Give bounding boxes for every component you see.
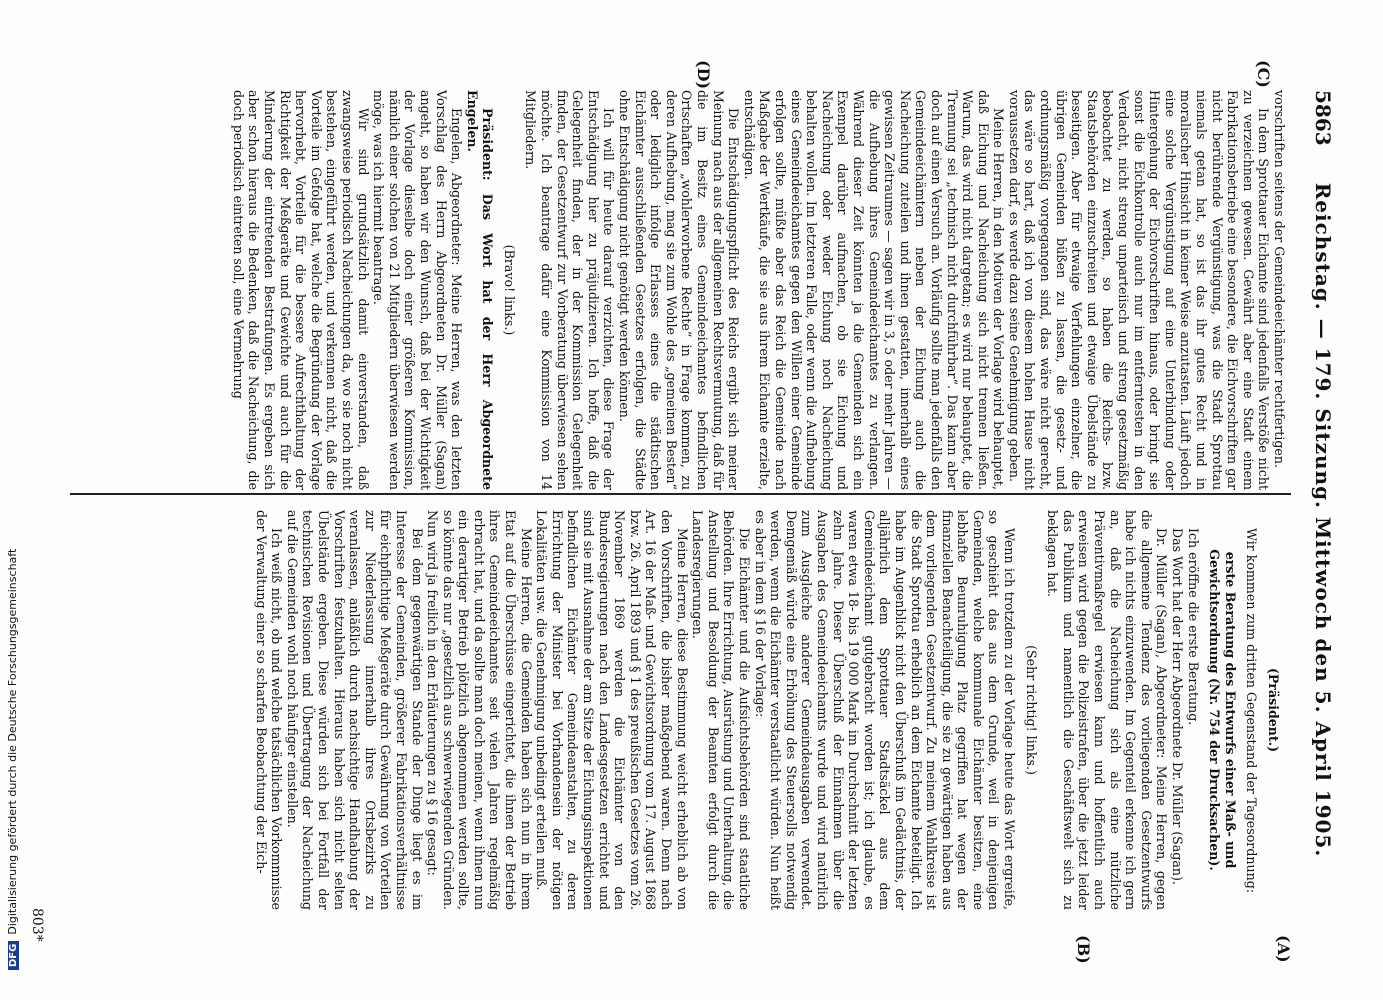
paragraph: Wir kommen zum dritten Gegenstand der Tagesordnung: bbox=[1244, 528, 1260, 894]
paragraph: Wenn ich trotzdem zu der Vorlage heute das Wort ergreife, so geschieht das aus dem Grunde, weil in denjenigen Gemeinden, welche kommunale Eichämter besitzen, eine lebhafte Beunruhigung Platz gegriffen hat wegen der finanziellen Benachteiligung, die sie zu gewärtigen haben aus dem vorliegenden Gesetzentwurf. Zu meinem Wahlkreise ist die Stadt Sprottau erheblich an dem Eichamte beteiligt. Ich habe im Augenblick nicht den Überschuß im Gedächtnis, der alljährlich dem Sprottauer Stadtsäckel aus dem Gemeindeeichamt gutgebracht worden ist; ich glaube, es waren etwa 18- bis 19 000 Mark im Durchschnitt der letzten zehn Jahre. Dieser Überschuß der Einnahmen über die Ausgaben des Gemeindeeichamts wurde und wird natürlich zum Ausgleiche anderer Gemeindeausgaben verwendet. Demgemäß würde eine Erhöhung des Steuersolls notwendig werden, wenn die Eichämter verstaatlicht würden. Nun heißt es aber in dem § 16 der Vorlage: bbox=[752, 510, 1018, 910]
page-header bbox=[1295, 90, 1335, 950]
interjection: (Sehr richtig! links.) bbox=[1023, 645, 1039, 775]
quoted-paragraph: Die Eichämter und die Aufsichtsbehörden sind staatliche Behörden. Ihre Errichtung, Ausrüstung und Unterhaltung, die Anstellung und Besoldung der Beamten erfolgt durch die Landesregierungen. bbox=[690, 510, 752, 910]
paragraph: Meine Herren, diese Bestimmung weicht erheblich ab von den Vorschriften, die bisher maßgebend waren. Denn nach Art. 16 der Maß- und Gewichtsordnung vom 17. August 1868 bzw. 26. April 1893 und § 1 des preußischen Gesetzes vom 26. November 1869 werden die Eichämter von den Bundesregierungen nach den Landesgesetzen errichtet und sind sie mit Ausnahme der am Sitze der Eichungsinspektionen befindlichen Eichämter Gemeindeanstalten, zu deren Errichtung der Minister bei Vorhandensein der nötigen Lokalitäten usw. die Genehmigung unbedingt erteilen muß. bbox=[534, 510, 690, 911]
paragraph: In dem Sprottauer Eichamte sind jedenfalls Verstöße nicht zu verzeichnen gewesen. Gewährt aber eine Stadt einem Fabrikationsbetriebe eine besondere, die Eichvorschriften gar nicht berührende Vergünstigung, was die Stadt Sprottau niemals getan hat, so ist das ihr gutes Recht und in moralischer Hinsicht in keiner Weise anzutasten. Läuft jedoch eine solche Vergünstigung auf eine Unterbindung oder Hintergehung der Eichvorschriften hinaus, oder bringt sie sonst die Eichkontrolle auch nur im entferntesten in den Verdacht, nicht streng unparteiisch und streng gesetzmäßig beobachtet zu werden, so haben die Reichs- bzw. Staatsbehörden einzuschreiten und etwaige Übelstände zu beseitigen. Aber für etwaige Verfehlungen einzelner, die übrigen Gemeinden büßen zu lassen, die gesetz- und ordnungsmäßig vorgegangen sind, das wäre nicht gerecht, das wäre so hart, daß ich von diesem hohen Hause nicht voraussetzen darf, es werde dazu seine Genehmigung geben. bbox=[1006, 90, 1272, 490]
margin-marker-d: (D) bbox=[694, 60, 713, 90]
president-remark: Präsident: Das Wort hat der Herr Abgeordnete Engelen. bbox=[464, 90, 496, 490]
margin-marker-a: (A) bbox=[1274, 935, 1293, 963]
text-column-right bbox=[253, 510, 1287, 910]
page-number: 5863 bbox=[1311, 90, 1335, 146]
paragraph: Meine Herren, in den Motiven der Vorlage wird behauptet, daß Eichung und Nacheichung sich nicht trennen ließen. Warum, das wird nicht dargetan; es wird nur behauptet, die Trennung sei „technisch nicht durchführbar“. Das kann aber doch auf einen Versuch an. Vorläufig sollte man jedenfalls den Gemeindeeichämtern neben der Eichung auch die Nacheichung zuteilen und ihnen gestatten, innerhalb eines gewissen Zeitraumes — sagen wir in 3, 5 oder mehr Jahren — die Aufhebung ihres Gemeindeeichamtes zu verlangen. Während dieser Zeit könnten ja die Gemeinden sich ein Exempel darüber aufmachen, ob sie Eichung und Nacheichung oder weder Eichung noch Nacheichung behalten wollen. Im letzteren Falle, oder wenn die Aufhebung eines Gemeindeeichamtes gegen den Willen einer Gemeinde erfolgen sollte, müßte aber das Reich die Gemeinde nach Maßgabe der Wertkäufe, die sie aus ihrem Eichamte erzielte, entschädigen. bbox=[741, 90, 1007, 490]
signature-mark: 803* bbox=[29, 908, 45, 942]
dfg-logo: DFG bbox=[8, 941, 19, 970]
paragraph: Meine Herren, die Gemeinden haben sich nun in ihrem Etat auf die Überschüsse eingerichtet, die ihnen der Betrieb ihres Gemeindeeichamtes seit vielen Jahren regelmäßig erbracht hat, und da sollte man doch meinen, wenn ihnen nun ein derartiger Betrieb plötzlich abgenommen werden sollte, so könnte das nur „gesetzlich aus schwerwiegenden Gründen. Nun wird ja freilich in den Erläuterungen zu § 16 gesagt: bbox=[425, 510, 534, 910]
paragraph: Dr. Müller (Sagan), Abgeordneter: Meine Herren, gegen die allgemeine Tendenz des vorliegenden Gesetzentwurfs habe ich nichts einzuwenden. Im Gegenteil erkenne ich gern an, daß die Nacheichung sich als eine nützliche Präventivmaßregel erwiesen kann und hoffentlich auch erweisen wird gegen die Polizeistrafen, über die jetzt leider das Publikum und namentlich die Geschäftswelt sich zu beklagen hat. bbox=[1045, 510, 1170, 910]
margin-marker-b: (B) bbox=[1074, 935, 1093, 964]
paragraph: Ich weiß nicht, ob und welche tatsächlichen Vorkommnisse der Verwaltung einer so scharfen Beobachtung der Eich- bbox=[253, 510, 285, 910]
page-title: Reichstag. — 179. Sitzung. Mittwoch den 5. April 1905. bbox=[1311, 182, 1335, 858]
applause-note: (Bravo! links.) bbox=[501, 244, 517, 336]
quoted-paragraph: Bei dem gegenwärtigen Stande der Dinge liegt es im Interesse der Gemeinden, größerer Fabrikationsverhältnisse für eichpflichtige Meßgeräte durch Gewährung von Vorteilen zur Niederlassung innerhalb ihres Ortsbezirks zu veranlassen, anläßlich durch nachsichtige Handhabung der Vorschriften festzuhalten. Hieraus haben sich nicht selten Übelstände ergeben. Diese würden sich bei Fortfall der technischen Revisionen und Übertragung der Nacheichung auf die Gemeinden wohl noch häufiger einstellen. bbox=[284, 510, 425, 910]
speaker-label: (Präsident.) bbox=[1266, 667, 1281, 753]
column-divider bbox=[70, 493, 1291, 495]
paragraph: Das Wort hat der Herr Abgeordnete Dr. Müller (Sagan). bbox=[1170, 528, 1186, 885]
paragraph: Ich eröffne die erste Beratung. bbox=[1185, 528, 1201, 726]
text-column-left bbox=[230, 90, 1287, 490]
paragraph: Ich will für heute darauf verzichten, diese Frage der Entschädigung hier zu präjudizieren. Ich hoffe, daß die Gelegenheit finden, der in der Kommission Gelegenheit finden, der Gesetzentwurf zur Vorberatung überwiesen sehen möchte. Ich beantrage dafür eine Kommission von 14 Mitgliedern. bbox=[523, 90, 617, 490]
agenda-item: erste Beratung des Entwurfs einer Maß- und Gewichtsordnung (Nr. 754 der Drucksachen). bbox=[1207, 549, 1238, 871]
paragraph: Engelen, Abgeordneter: Meine Herren, was den letzten Vorschlag des Herrn Abgeordneten Dr. Müller (Sagan) angeht, so haben wir den Wunsch, daß bei der Wichtigkeit der Vorlage dieselbe doch einer größeren Kommission, nämlich einer solchen von 21 Mitgliedern überwiesen werden möge, was ich hiermit beantrage. bbox=[371, 90, 465, 490]
margin-marker-c: (C) bbox=[1254, 60, 1273, 88]
credit-text: Digitalisierung gefördert durch die Deutsche Forschungsgemeinschaft bbox=[6, 548, 19, 935]
paragraph: Wir sind grundsätzlich damit einverstanden, daß zwangsweise periodisch Nacheichungen da, wo sie noch nicht bestehen, eingeführt werden, und verkennen nicht, daß die Vorteile im Gefolge hat, welche die Begründung der Vorlage hervorhebt, Vorteile für die bessere Aufrechthaltung der Richtigkeit der Meßgeräte und Gewichte und auch für die Minderung der eintretenden Bestrafungen. Es ergeben sich aber schon hieraus die Bedenken, daß die Nacheichung, die doch periodisch eintreten soll, eine Vermehrung bbox=[230, 90, 371, 490]
paragraph: Die Entschädigungspflicht des Reichs ergibt sich meiner Meinung nach aus der allgemeinen Rechtsvermutung, daß für die im Besitz eines Gemeindeeichamtes befindlichen Ortschaften „wohlerworbene Rechte“ in Frage kommen, zu deren Aufhebung, mag sie zum Wohle des „gemeinen Besten“ oder lediglich infolge Erlasses eines die städtischen Eichämter ausschließenden Gesetzes erfolgen, die Städte ohne Entschädigung nicht genötigt werden können. bbox=[617, 90, 742, 490]
digitization-credit bbox=[6, 0, 26, 970]
paragraph: vorschriften seitens der Gemeindeeichämter rechtfertigen. bbox=[1272, 90, 1287, 468]
